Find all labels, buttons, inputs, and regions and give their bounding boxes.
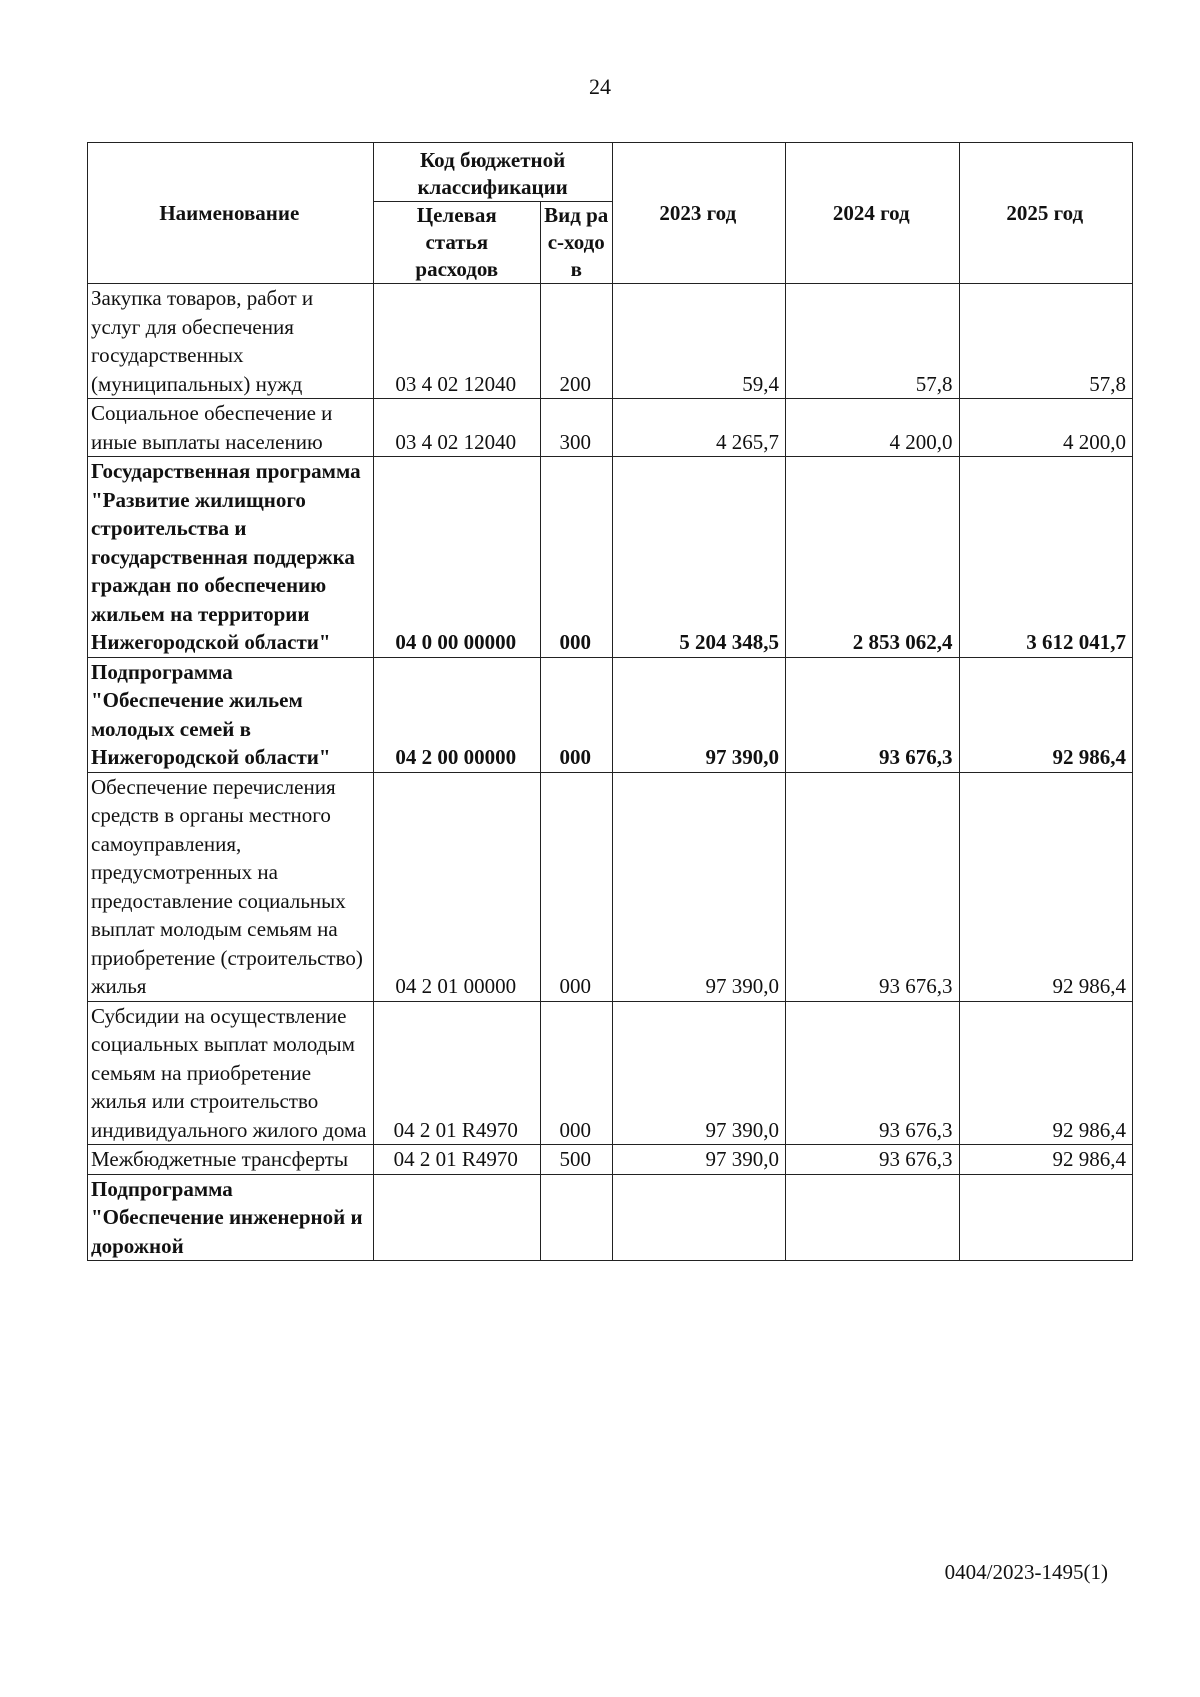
row-value-2024: 93 676,3	[786, 657, 959, 772]
table-row	[88, 284, 1133, 399]
row-value-2024: 4 200,0	[786, 399, 959, 457]
row-value-2024: 2 853 062,4	[786, 457, 959, 658]
table-row	[88, 772, 1133, 1001]
row-target-article: 04 2 01 00000	[373, 772, 540, 1001]
row-value-2025: 3 612 041,7	[959, 457, 1132, 658]
row-expense-kind: 200	[540, 284, 612, 399]
row-expense-kind	[540, 1174, 612, 1261]
row-value-2025: 92 986,4	[959, 657, 1132, 772]
row-value-2025	[959, 1174, 1132, 1261]
row-value-2025: 4 200,0	[959, 399, 1132, 457]
row-name: Закупка товаров, работ и услуг для обеспечения государственных (муниципальных) нужд	[88, 284, 374, 399]
row-value-2023: 4 265,7	[612, 399, 785, 457]
row-value-2023: 97 390,0	[612, 657, 785, 772]
row-value-2024	[786, 1174, 959, 1261]
row-target-article: 04 2 00 00000	[373, 657, 540, 772]
header-name: Наименование	[88, 143, 374, 284]
row-value-2025: 57,8	[959, 284, 1132, 399]
row-value-2023: 97 390,0	[612, 1001, 785, 1145]
row-value-2023: 5 204 348,5	[612, 457, 785, 658]
row-target-article: 04 2 01 R4970	[373, 1145, 540, 1175]
row-value-2025: 92 986,4	[959, 1001, 1132, 1145]
row-value-2023: 97 390,0	[612, 772, 785, 1001]
table-row	[88, 1174, 1133, 1261]
row-target-article	[373, 1174, 540, 1261]
header-2025: 2025 год	[959, 143, 1132, 284]
row-name: Субсидии на осуществление социальных выплат молодым семьям на приобретение жилья или строительство индивидуального жилого дома	[88, 1001, 374, 1145]
row-value-2024: 57,8	[786, 284, 959, 399]
row-value-2025: 92 986,4	[959, 1145, 1132, 1175]
row-target-article: 03 4 02 12040	[373, 284, 540, 399]
row-expense-kind: 000	[540, 772, 612, 1001]
row-expense-kind: 000	[540, 1001, 612, 1145]
table-row	[88, 399, 1133, 457]
header-target-article: Целевая статья расходов	[373, 202, 540, 284]
row-name: Межбюджетные трансферты	[88, 1145, 374, 1175]
header-2024: 2024 год	[786, 143, 959, 284]
row-value-2025: 92 986,4	[959, 772, 1132, 1001]
header-expense-kind: Вид рас-ходов	[540, 202, 612, 284]
table-header-row-1	[88, 143, 1133, 202]
header-2023: 2023 год	[612, 143, 785, 284]
row-target-article: 04 0 00 00000	[373, 457, 540, 658]
row-expense-kind: 300	[540, 399, 612, 457]
row-name: Подпрограмма "Обеспечение инженерной и дорожной	[88, 1174, 374, 1261]
table-row	[88, 457, 1133, 658]
row-value-2024: 93 676,3	[786, 1145, 959, 1175]
row-value-2024: 93 676,3	[786, 1001, 959, 1145]
row-value-2024: 93 676,3	[786, 772, 959, 1001]
row-name: Подпрограмма "Обеспечение жильем молодых семей в Нижегородской области"	[88, 657, 374, 772]
header-budget-code: Код бюджетной классификации	[373, 143, 612, 202]
row-expense-kind: 500	[540, 1145, 612, 1175]
row-value-2023: 97 390,0	[612, 1145, 785, 1175]
row-name: Государственная программа "Развитие жилищного строительства и государственная поддержка граждан по обеспечению жильем на территории Нижегородской области"	[88, 457, 374, 658]
row-expense-kind: 000	[540, 657, 612, 772]
row-name: Обеспечение перечисления средств в органы местного самоуправления, предусмотренных на предоставление социальных выплат молодым семьям на приобретение (строительство) жилья	[88, 772, 374, 1001]
row-value-2023: 59,4	[612, 284, 785, 399]
table-row	[88, 1001, 1133, 1145]
budget-table	[87, 142, 1133, 1261]
row-target-article: 03 4 02 12040	[373, 399, 540, 457]
row-name: Социальное обеспечение и иные выплаты населению	[88, 399, 374, 457]
table-row	[88, 657, 1133, 772]
row-target-article: 04 2 01 R4970	[373, 1001, 540, 1145]
page-number: 24	[589, 74, 611, 99]
table-row	[88, 1145, 1133, 1175]
row-value-2023	[612, 1174, 785, 1261]
document-code: 0404/2023-1495(1)	[944, 1560, 1108, 1584]
row-expense-kind: 000	[540, 457, 612, 658]
